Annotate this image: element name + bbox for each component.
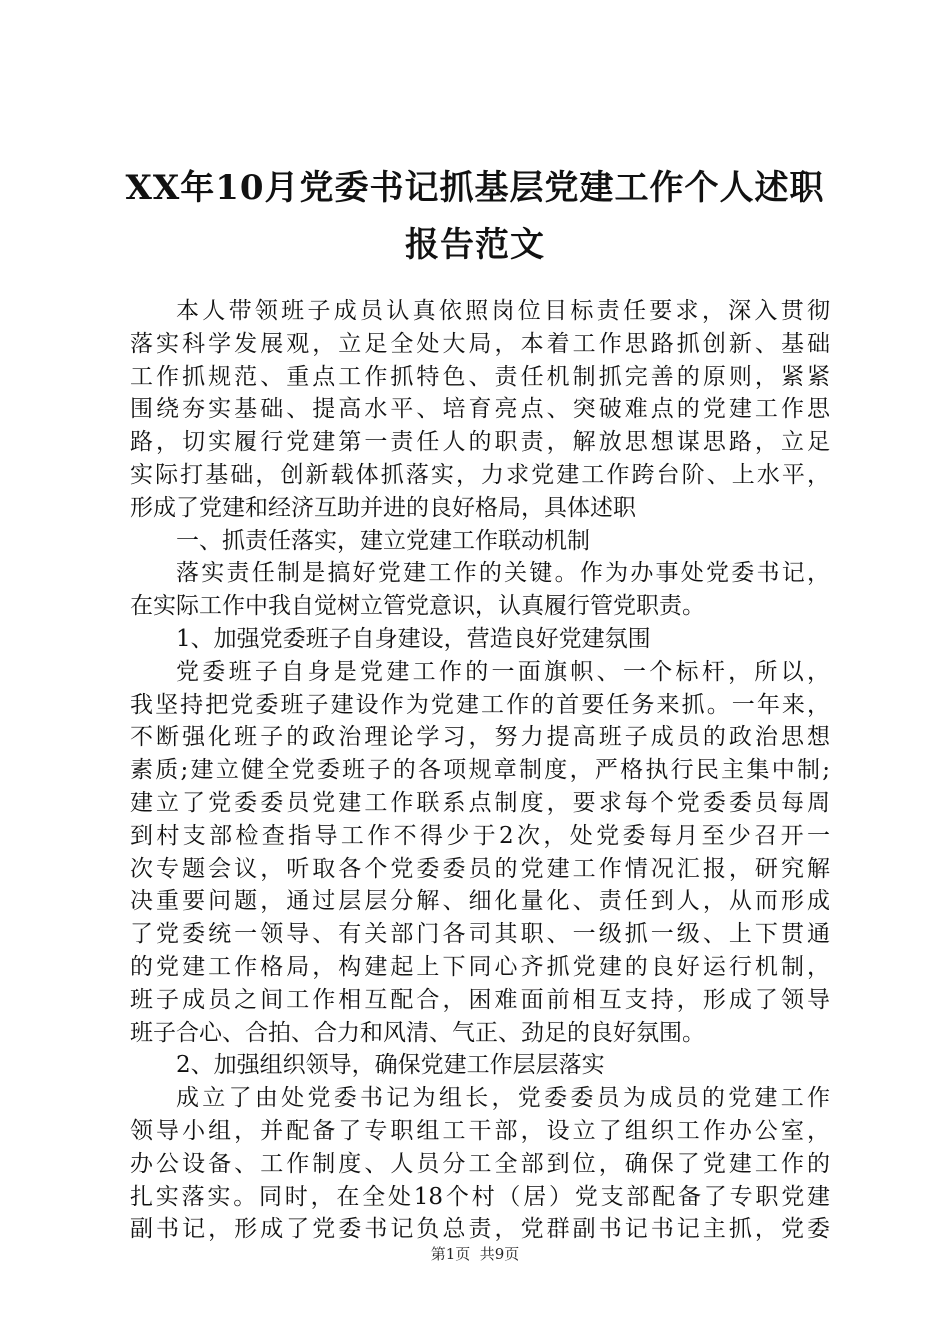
body-text-line: 决重要问题，通过层层分解、细化量化、责任到人，从而形成 [130, 888, 830, 915]
body-text-line: 成立了由处党委书记为组长，党委委员为成员的党建工作 [176, 1085, 830, 1112]
body-text-line: 围绕夯实基础、提高水平、培育亮点、突破难点的党建工作思 [130, 396, 830, 423]
body-text-line: 到村支部检查指导工作不得少于2次，处党委每月至少召开一 [130, 822, 830, 849]
body-text-line: 党委班子自身是党建工作的一面旗帜、一个标杆，所以， [176, 658, 830, 685]
body-text-line: 我坚持把党委班子建设作为党建工作的首要任务来抓。一年来， [130, 691, 830, 718]
body-text-line: 在实际工作中我自觉树立管党意识，认真履行管党职责。 [130, 593, 705, 620]
body-text-line: 素质;建立健全党委班子的各项规章制度，严格执行民主集中制; [130, 757, 830, 784]
page-number: 第1页 共9页 [430, 1245, 520, 1263]
body-text-line: 班子合心、合拍、合力和风清、气正、劲足的良好氛围。 [130, 1019, 705, 1046]
body-text-line: 实际打基础，创新载体抓落实，力求党建工作跨台阶、上水平， [130, 461, 830, 488]
page-footer [0, 1243, 950, 1264]
body-text-line: 的党建工作格局，构建起上下同心齐抓党建的良好运行机制， [130, 953, 830, 980]
body-text-line: 副书记，形成了党委书记负总责，党群副书记书记主抓，党委 [130, 1216, 830, 1243]
body-text-line: 扎实落实。同时，在全处18个村（居）党支部配备了专职党建 [130, 1183, 830, 1210]
body-text-line: 路，切实履行党建第一责任人的职责，解放思想谋思路，立足 [130, 429, 830, 456]
body-text-line: 不断强化班子的政治理论学习，努力提高班子成员的政治思想 [130, 724, 830, 751]
body-text-line: 班子成员之间工作相互配合，困难面前相互支持，形成了领导 [130, 986, 830, 1013]
body-text-line: 领导小组，并配备了专职组工干部，设立了组织工作办公室， [130, 1117, 830, 1144]
body-text-line: 2、加强组织领导，确保党建工作层层落实 [176, 1052, 605, 1079]
document-title-line-1: XX年10月党委书记抓基层党建工作个人述职 [125, 168, 825, 208]
body-text-line: 工作抓规范、重点工作抓特色、责任机制抓完善的原则，紧紧 [130, 363, 830, 390]
body-text-line: 次专题会议，听取各个党委委员的党建工作情况汇报，研究解 [130, 855, 830, 882]
body-text-line: 落实责任制是搞好党建工作的关键。作为办事处党委书记， [176, 560, 830, 587]
body-text-line: 一、抓责任落实，建立党建工作联动机制 [176, 527, 590, 554]
body-text-line: 形成了党建和经济互助并进的良好格局，具体述职 [130, 494, 636, 521]
body-text-line: 了党委统一领导、有关部门各司其职、一级抓一级、上下贯通 [130, 921, 830, 948]
body-text-line: 1、加强党委班子自身建设，营造良好党建氛围 [176, 625, 651, 652]
body-text-line: 办公设备、工作制度、人员分工全部到位，确保了党建工作的 [130, 1150, 830, 1177]
document-title-line-2: 报告范文 [405, 225, 545, 265]
body-text-line: 建立了党委委员党建工作联系点制度，要求每个党委委员每周 [130, 789, 830, 816]
body-text-line: 本人带领班子成员认真依照岗位目标责任要求，深入贯彻 [176, 298, 830, 324]
body-text-line: 落实科学发展观，立足全处大局，本着工作思路抓创新、基础 [130, 330, 830, 357]
document-body [130, 295, 830, 1246]
